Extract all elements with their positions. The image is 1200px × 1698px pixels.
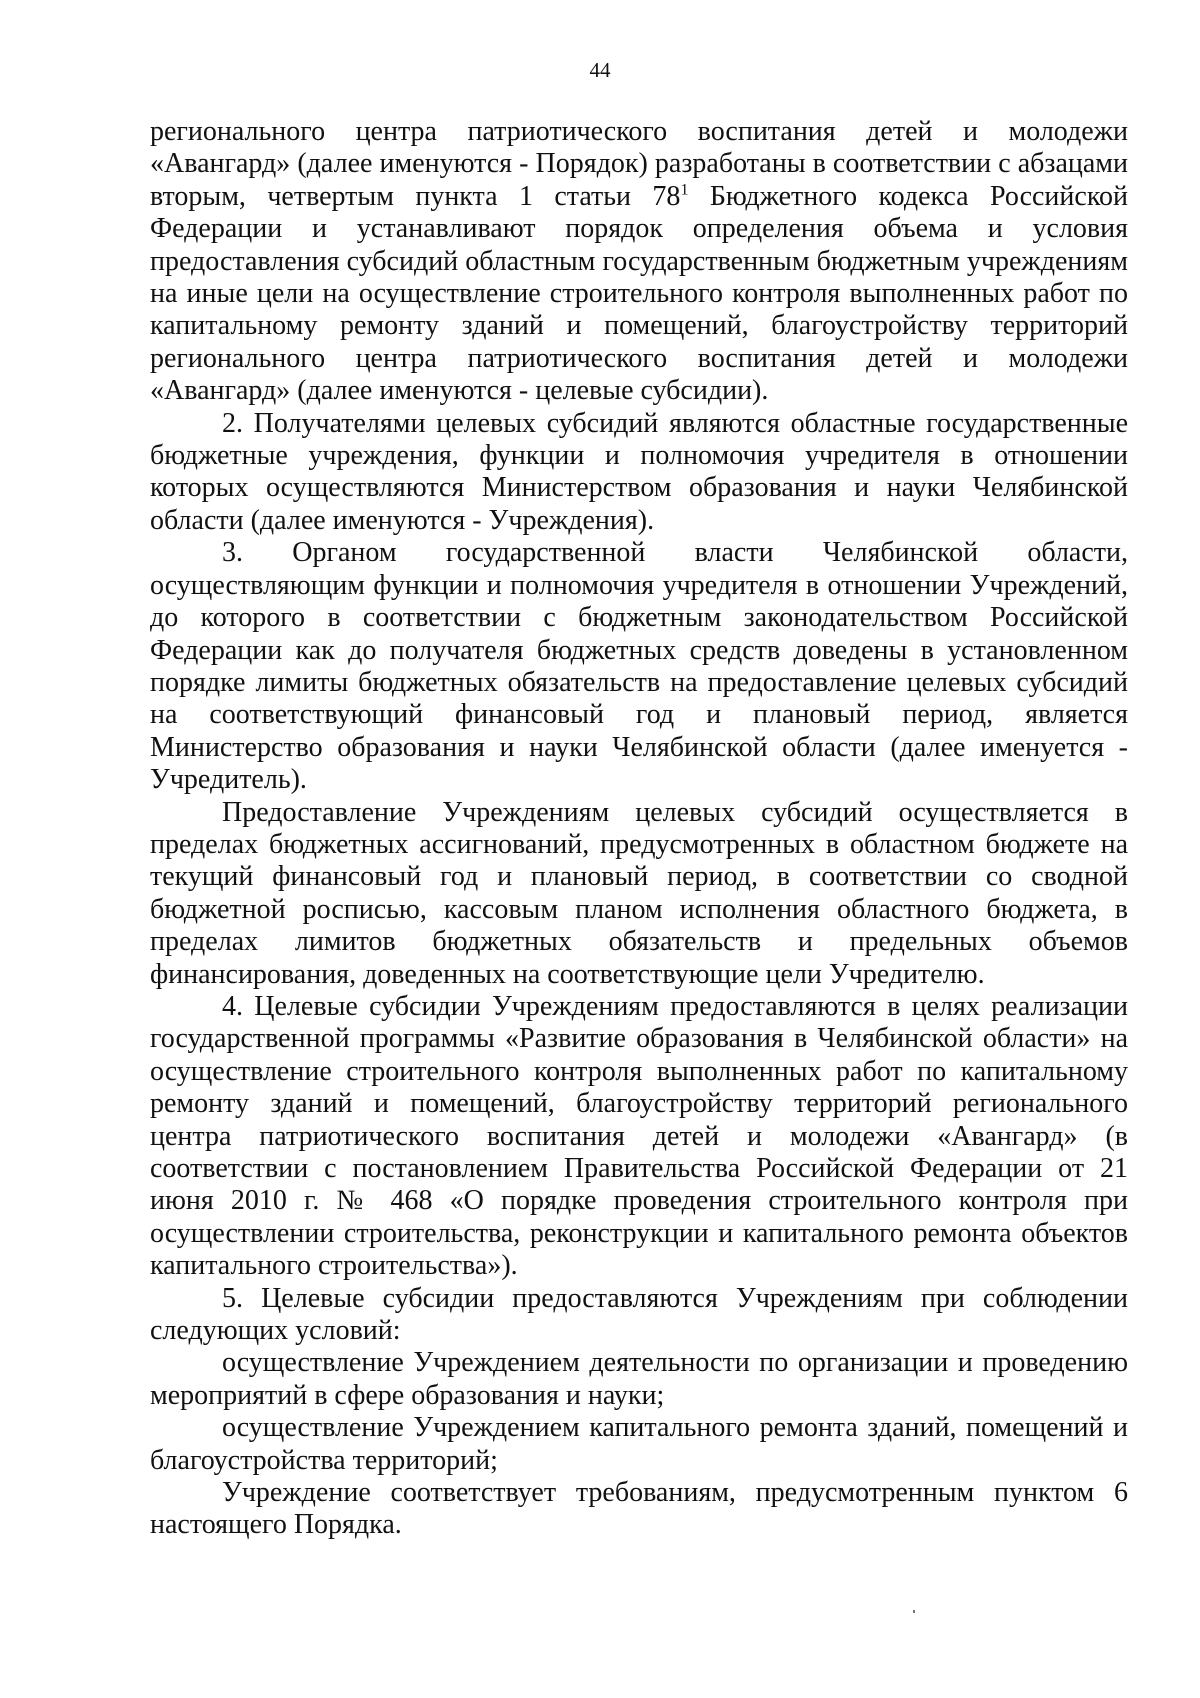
page-number: 44	[589, 58, 611, 82]
footnote-superscript: 1	[680, 181, 689, 199]
paragraph-intro-continuation	[150, 116, 1128, 408]
paragraph-intro-text-part1: регионального центра патриотического воспитания детей и молодежи «Авангард» (далее именуются - Порядок) разработаны в соответствии с абзацами вторым, четвертым пункта 1 статьи 78	[150, 116, 1128, 212]
paragraph-item-2: 2. Получателями целевых субсидий являются областные государственные бюджетные учреждения, функции и полномочия учредителя в отношении которых осуществляются Министерством образования и науки Челябинской области (далее именуются - Учреждения).	[150, 407, 1128, 536]
paragraph-budget-allocation: Предоставление Учреждениям целевых субсидий осуществляется в пределах бюджетных ассигнований, предусмотренных в областном бюджете на текущий финансовый год и плановый период, в соответствии со сводной бюджетной росписью, кассовым планом исполнения областного бюджета, в пределах лимитов бюджетных обязательств и предельных объемов финансирования, доведенных на соответствующие цели Учредителю.	[150, 796, 1128, 990]
scan-speck	[913, 1610, 915, 1613]
paragraph-item-3: 3. Органом государственной власти Челябинской области, осуществляющим функции и полномочия учредителя в отношении Учреждений, до которого в соответствии с бюджетным законодательством Российской Федерации как до получателя бюджетных средств доведены в установленном порядке лимиты бюджетных обязательств на предоставление целевых субсидий на соответствующий финансовый год и плановый период, является Министерство образования и науки Челябинской области (далее именуется - Учредитель).	[150, 537, 1128, 796]
condition-requirements: Учреждение соответствует требованиям, предусмотренным пунктом 6 настоящего Порядка.	[150, 1477, 1128, 1541]
document-body	[150, 116, 1128, 1542]
paragraph-intro-text-part2: Бюджетного кодекса Российской Федерации и устанавливают порядок определения объема и условия предоставления субсидий областным государственным бюджетным учреждениям на иные цели на осуществление строительного контроля выполненных работ по капитальному ремонту зданий и помещений, благоустройству территорий регионального центра патриотического воспитания детей и молодежи «Авангард» (далее именуются - целевые субсидии).	[150, 180, 1128, 407]
paragraph-item-4: 4. Целевые субсидии Учреждениям предоставляются в целях реализации государственной программы «Развитие образования в Челябинской области» на осуществление строительного контроля выполненных работ по капитальному ремонту зданий и помещений, благоустройству территорий регионального центра патриотического воспитания детей и молодежи «Авангард» (в соответствии с постановлением Правительства Российской Федерации от 21 июня 2010 г. № 468 «О порядке проведения строительного контроля при осуществлении строительства, реконструкции и капитального ремонта объектов капитального строительства»).	[150, 990, 1128, 1282]
condition-capital-repair: осуществление Учреждением капитального ремонта зданий, помещений и благоустройства территорий;	[150, 1412, 1128, 1476]
condition-activity: осуществление Учреждением деятельности по организации и проведению мероприятий в сфере образования и науки;	[150, 1347, 1128, 1411]
paragraph-item-5: 5. Целевые субсидии предоставляются Учреждениям при соблюдении следующих условий:	[150, 1282, 1128, 1347]
